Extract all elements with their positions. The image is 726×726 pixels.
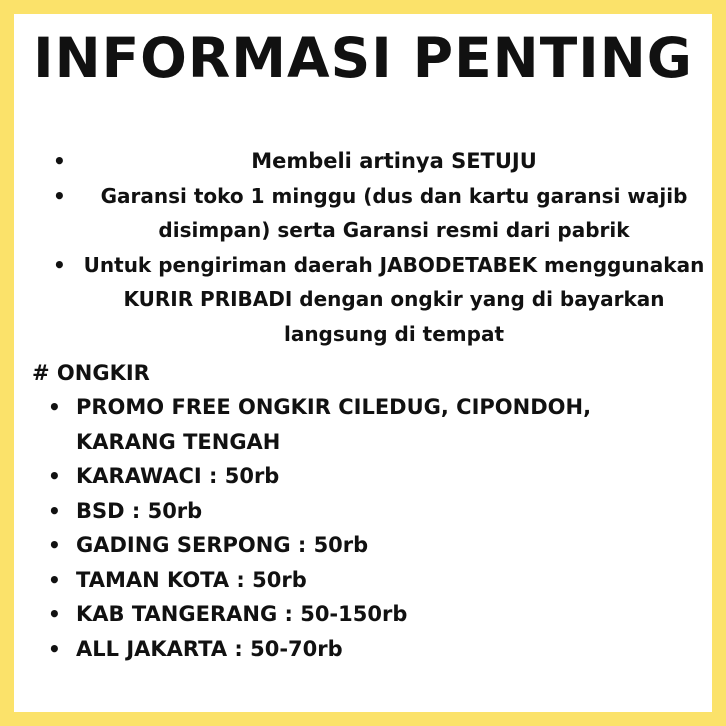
bullet-icon: • [48, 533, 61, 557]
ongkir-item-text: BSD : 50rb [76, 498, 203, 523]
important-point-text: Untuk pengiriman daerah JABODETABEK menggunakan KURIR PRIBADI dengan ongkir yang di bayarkan langsung di tempat [83, 252, 705, 346]
important-point-text: Garansi toko 1 minggu (dus dan kartu garansi wajib disimpan) serta Garansi resmi dari pabrik [100, 183, 688, 242]
bullet-icon: • [48, 567, 61, 592]
ongkir-item [36, 494, 676, 529]
bullet-icon: • [48, 464, 61, 488]
ongkir-item [36, 459, 676, 494]
important-point [36, 179, 706, 248]
ongkir-item-text: PROMO FREE ONGKIR CILEDUG, CIPONDOH, KARANG TENGAH [76, 395, 592, 454]
ongkir-heading: # ONGKIR [32, 361, 150, 385]
ongkir-list [36, 390, 676, 666]
important-point-text: Membeli artinya SETUJU [251, 149, 537, 173]
bullet-icon: • [48, 602, 61, 626]
ongkir-item [36, 390, 676, 459]
ongkir-item [36, 563, 676, 598]
bullet-icon: • [48, 498, 61, 523]
ongkir-item-text: ALL JAKARTA : 50-70rb [76, 636, 343, 661]
bullet-icon: • [48, 395, 61, 419]
bullet-icon: • [53, 149, 66, 173]
ongkir-item [36, 597, 676, 632]
bullet-icon: • [53, 183, 66, 208]
important-point [36, 144, 706, 179]
ongkir-item-text: KAB TANGERANG : 50-150rb [76, 602, 408, 626]
important-point [36, 248, 706, 352]
poster-title: INFORMASI PENTING [33, 26, 693, 90]
ongkir-item [36, 528, 676, 563]
bullet-icon: • [53, 252, 66, 277]
important-points-list [36, 144, 706, 351]
ongkir-item-text: GADING SERPONG : 50rb [76, 533, 369, 557]
ongkir-item-text: TAMAN KOTA : 50rb [76, 567, 307, 592]
bullet-icon: • [48, 636, 61, 661]
ongkir-item [36, 632, 676, 667]
ongkir-item-text: KARAWACI : 50rb [76, 464, 280, 488]
